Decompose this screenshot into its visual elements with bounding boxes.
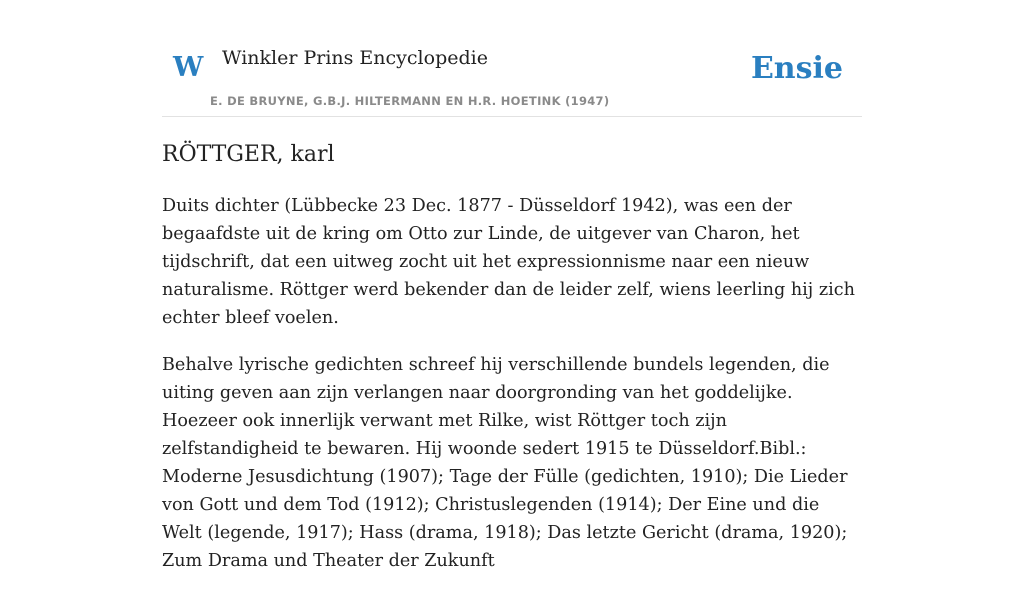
site-header [162,0,862,117]
site-title[interactable]: Winkler Prins Encyclopedie [222,47,488,69]
article-paragraph: Duits dichter (Lübbecke 23 Dec. 1877 - Düsseldorf 1942), was een der begaafdste uit de kring om Otto zur Linde, de uitgever van Charon, het tijdschrift, dat een uitweg zocht uit het expressionnisme naar een nieuw naturalisme. Röttger werd bekender dan de leider zelf, wiens leerling hij zich echter bleef voelen. [162,196,855,328]
entry-title: RÖTTGER, karl [162,142,335,167]
article-body [162,192,862,594]
brand-logo[interactable]: Ensie [750,51,843,86]
logo-icon[interactable]: W [173,52,204,83]
article-paragraph: Behalve lyrische gedichten schreef hij verschillende bundels legenden, die uiting geven aan zijn verlangen naar doorgronding van het goddelijke. Hoezeer ook innerlijk verwant met Rilke, wist Röttger toch zijn zelfstandigheid te bewaren. Hij woonde sedert 1915 te Düsseldorf.Bibl.: Moderne Jesusdichtung (1907); Tage der Fülle (gedichten, 1910); Die Lieder von Gott und dem Tod (1912); Christuslegenden (1914); Der Eine und die Welt (legende, 1917); Hass (drama, 1918); Das letzte Gericht (drama, 1920); Zum Drama und Theater der Zukunft [162,355,848,571]
site-subtitle: E. DE BRUYNE, G.B.J. HILTERMANN EN H.R. HOETINK (1947) [210,94,610,108]
